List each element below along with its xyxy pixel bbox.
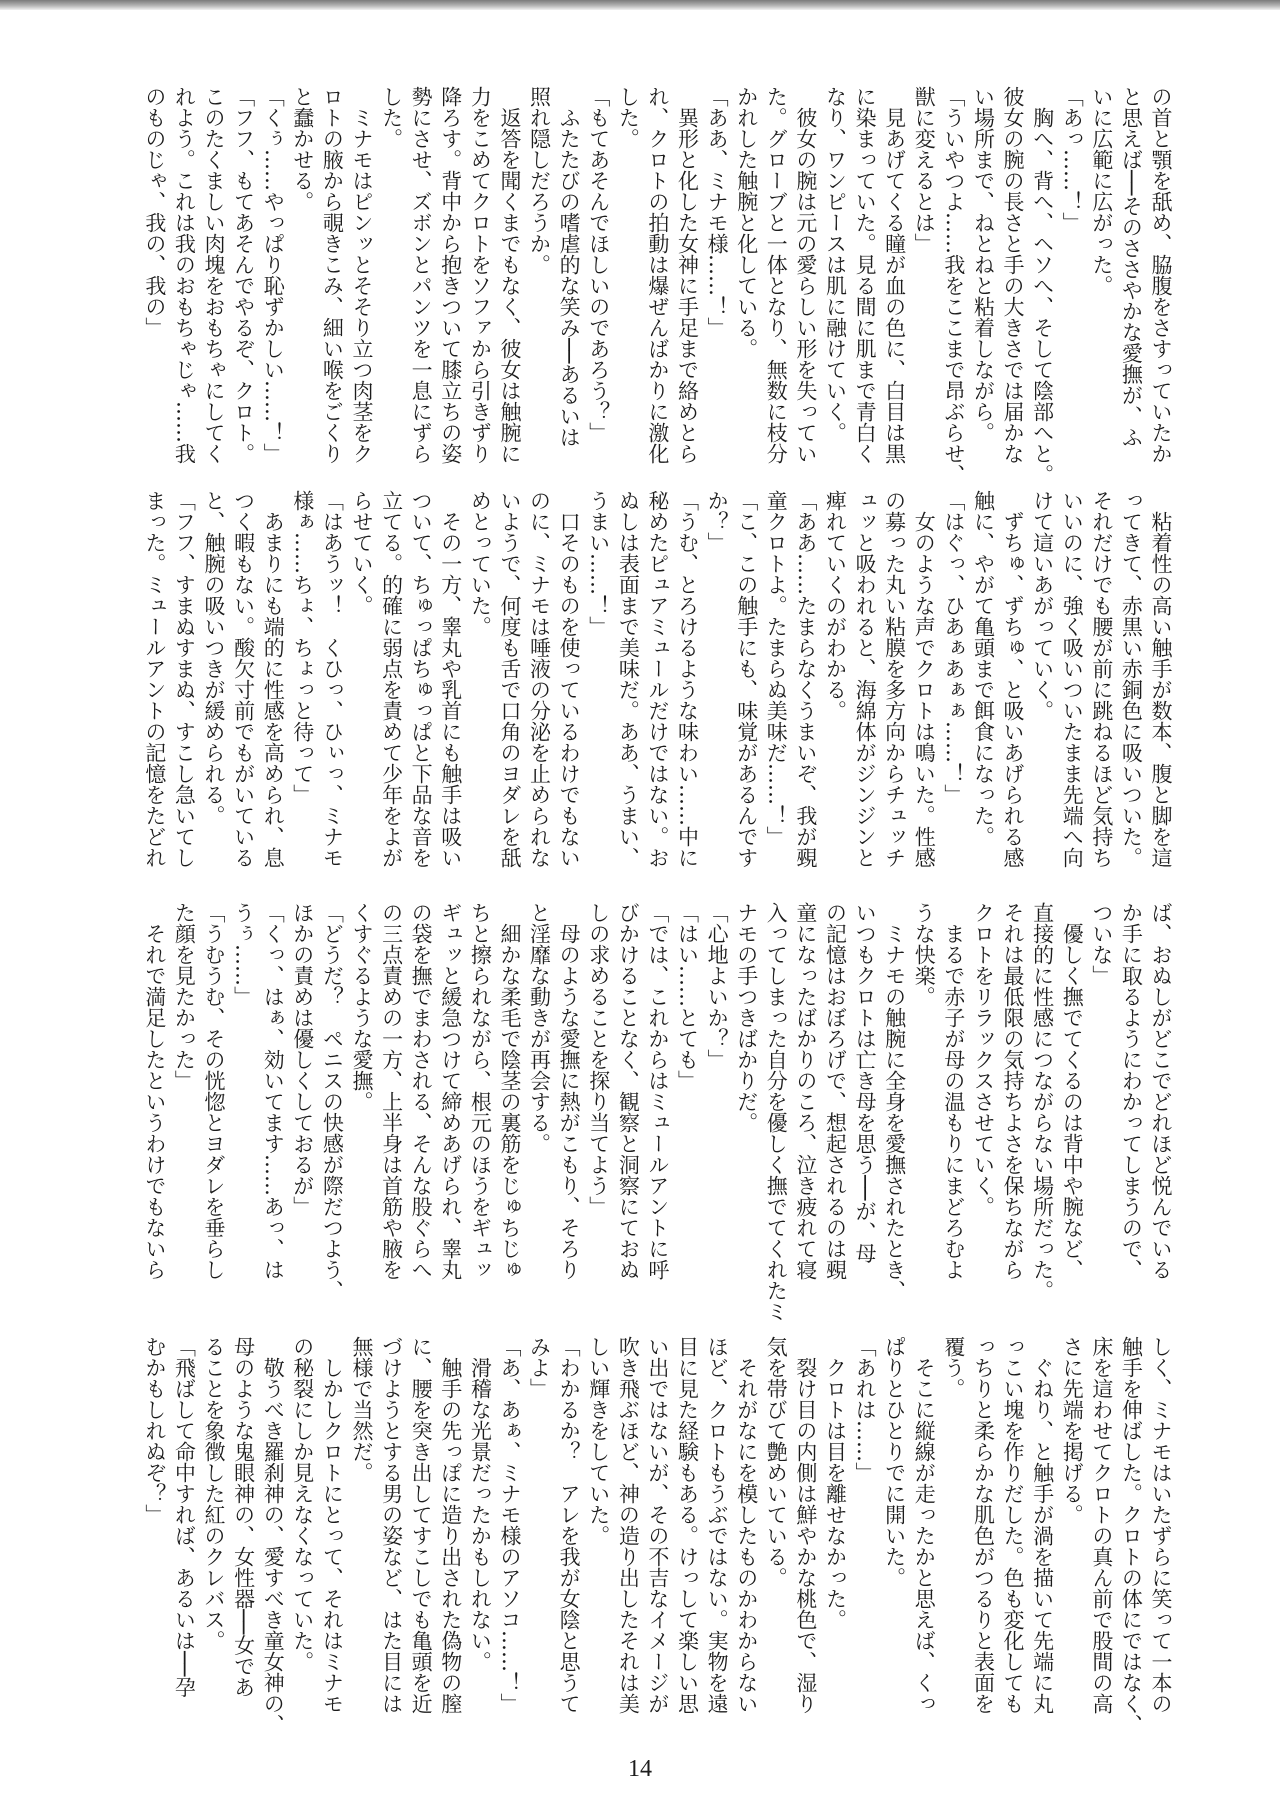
text-line: のに、ミナモは唾液の分泌を止められな <box>527 490 552 868</box>
text-line: いつもクロトは亡き母を思う──が、母 <box>853 902 878 1264</box>
text-line: 「こ、この触手にも、味覚があるんです <box>734 490 759 868</box>
text-line: さに先端を掲げる。 <box>1060 1336 1085 1525</box>
text-line: っこい塊を作りだした。色も変化しても <box>1001 1336 1026 1714</box>
text-line: 「はぐっ、ひあぁあぁぁ……！」 <box>941 490 966 805</box>
text-line: クロトは目を離せなかった。 <box>823 1336 848 1630</box>
text-line: 「ああ……たまらなくうまいぞ、我が覡 <box>793 490 818 868</box>
text-line: うぅ……」 <box>231 902 256 1007</box>
text-line: 立てる。的確に弱点を責めて少年をよが <box>379 490 404 868</box>
text-line: いようで、何度も舌で口角のヨダレを舐 <box>497 490 522 868</box>
text-line: の袋を撫でまわされる、そんな股ぐらへ <box>409 902 434 1280</box>
text-line: かれした触腕と化している。 <box>734 86 759 359</box>
text-line: 細かな柔毛で陰茎の裏筋をじゅちじゅ <box>497 902 522 1280</box>
text-line: ぱりとひとりでに開いた。 <box>882 1336 907 1588</box>
text-line: の秘裂にしか見えなくなっていた。 <box>290 1336 315 1672</box>
text-line: まるで赤子が母の温もりにまどろむよ <box>941 902 966 1280</box>
text-line: しかしクロトにとって、それはミナモ <box>320 1336 345 1714</box>
text-line: 痺れていくのがわかる。 <box>823 490 848 721</box>
text-line: と淫靡な動きが再会する。 <box>527 902 552 1154</box>
text-line: か手に取るようにわかってしまうので、 <box>1119 902 1144 1280</box>
text-line: した。 <box>616 86 641 149</box>
text-line: ふたたびの嗜虐的な笑み──あるいは <box>557 86 582 448</box>
text-line: た。グローブと一体となり、無数に枝分 <box>764 86 789 464</box>
text-line: つく暇もない。酸欠寸前でもがいている <box>231 490 256 868</box>
text-line: 「もてあそんでほしいのであろう？」 <box>586 86 611 443</box>
text-line: ほど、クロトもうぶではない。実物を遠 <box>705 1336 730 1714</box>
text-line: と蠢かせる。 <box>290 86 315 212</box>
text-line: 「うむ、とろけるような味わい……中に <box>675 490 700 868</box>
text-line: 異形と化した女神に手足まで絡めとら <box>675 86 700 464</box>
text-line: ナモの手つきばかりだ。 <box>734 902 759 1133</box>
text-line: に、腰を突き出してすこしでも亀頭を近 <box>409 1336 434 1714</box>
text-line: このたくましい肉塊をおもちゃにしてく <box>202 86 226 464</box>
text-line: 「くぅ……やっぱり恥ずかしい……！」 <box>261 86 286 464</box>
text-line: その一方、睾丸や乳首にも触手は吸い <box>438 490 463 868</box>
text-line: ってきて、赤黒い赤銅色に吸いついた。 <box>1119 490 1144 868</box>
text-line: の首と顎を舐め、脇腹をさすっていたか <box>1149 86 1173 464</box>
text-line: それで満足したというわけでもないら <box>142 902 167 1280</box>
text-line: ミナモはピンッとそそり立つ肉茎をク <box>349 86 374 464</box>
text-line: 入ってしまった自分を優しく撫でてくれたミ <box>764 902 789 1322</box>
text-line: 裂け目の内側は鮮やかな桃色で、湿り <box>793 1336 818 1714</box>
text-line: しく、ミナモはいたずらに笑って一本の <box>1149 1336 1173 1714</box>
text-line: 女のような声でクロトは鳴いた。性感 <box>912 490 937 868</box>
text-line: っちりと柔らかな肌色がつるりと表面を <box>971 1336 996 1714</box>
text-line: に染まっていた。見る間に肌まで青白く <box>853 86 878 464</box>
text-line: 勢にさせ、ズボンとパンツを一息にずら <box>409 86 434 464</box>
text-line: 「ああ、ミナモ様……！」 <box>705 86 730 338</box>
scan-edge-shadow <box>0 0 1280 10</box>
text-line: うまい……！」 <box>586 490 611 637</box>
text-line: の記憶はおぼろげで、想起されるのは覡 <box>823 902 848 1280</box>
text-line: 力をこめてクロトをソファから引きずり <box>468 86 493 464</box>
text-line: の三点責めの一方、上半身は首筋や腋を <box>379 902 404 1280</box>
text-line: それは最低限の気持ちよさを保ちながら <box>1001 902 1026 1280</box>
text-tier-2 <box>139 490 1175 868</box>
text-line: 童クロトよ。たまらぬ美味だ……！」 <box>764 490 789 847</box>
text-line: 気を帯びて艶めいている。 <box>764 1336 789 1588</box>
text-line: 獣に変えるとは」 <box>912 86 937 254</box>
text-line: 粘着性の高い触手が数本、腹と脚を這 <box>1149 490 1173 868</box>
text-line: しい輝きをしていた。 <box>586 1336 611 1546</box>
text-line: 触手を伸ばした。クロトの体にではなく、 <box>1119 1336 1144 1735</box>
text-line: 「心地よいか？」 <box>705 902 730 1070</box>
text-line: みよ」 <box>527 1336 552 1399</box>
text-line: 覆う。 <box>941 1336 966 1399</box>
text-line: なり、ワンピースは肌に融けていく。 <box>823 86 848 443</box>
text-line: うな快楽。 <box>912 902 937 1007</box>
text-line: 胸へ、背へ、ヘソへ、そして陰部へと。 <box>1030 86 1055 485</box>
text-line: 「あ、あぁ、ミナモ様のアソコ……！」 <box>497 1336 522 1714</box>
text-line: 降ろす。背中から抱きついて膝立ちの姿 <box>438 86 463 464</box>
text-line: 目に見た経験もある。けっして楽しい思 <box>675 1336 700 1714</box>
text-line: めとっていた。 <box>468 490 493 637</box>
text-line: ほかの責めは優しくしておるが」 <box>290 902 315 1217</box>
text-tier-1 <box>139 86 1175 485</box>
text-line: い場所まで、ねとねと粘着しながら。 <box>971 86 996 443</box>
text-line: そこに縦線が走ったかと思えば、くっ <box>912 1336 937 1714</box>
text-line: ギュッと緩急つけて締めあげられ、睾丸 <box>438 902 463 1280</box>
text-line: むかもしれぬぞ？」 <box>142 1336 167 1525</box>
text-line: 「うむうむ、その恍惚とヨダレを垂らし <box>202 902 226 1280</box>
text-line: した。 <box>379 86 404 149</box>
text-line: の募った丸い粘膜を多方向からチュッチ <box>882 490 907 868</box>
text-line: 滑稽な光景だったかもしれない。 <box>468 1336 493 1672</box>
text-line: か？」 <box>705 490 730 553</box>
text-line: 「フフ、もてあそんでやるぞ、クロト。 <box>231 86 256 464</box>
text-line: れよう。これは我のおもちゃじゃ……我 <box>172 86 197 464</box>
text-line: 彼女の腕は元の愛らしい形を失ってい <box>793 86 818 464</box>
text-line: それだけでも腰が前に跳ねるほど気持ち <box>1089 490 1114 868</box>
text-line: 吹き飛ぶほど、神の造り出したそれは美 <box>616 1336 641 1714</box>
text-line: 母のような鬼眼神の、女性器──女であ <box>231 1336 256 1698</box>
text-line: 「あっ……！」 <box>1060 86 1085 233</box>
text-line: 母のような愛撫に熱がこもり、そろり <box>557 902 582 1280</box>
text-line: 返答を聞くまでもなく、彼女は触腕に <box>497 86 522 464</box>
text-line: ついな」 <box>1089 902 1114 986</box>
text-line: 様ぁ……ちょ、ちょっと待って」 <box>290 490 315 805</box>
text-line: まった。ミュールアントの記憶をたどれ <box>142 490 167 868</box>
text-line: それがなにを模したものかわからない <box>734 1336 759 1714</box>
text-line: れ、クロトの拍動は爆ぜんばかりに激化 <box>645 86 670 464</box>
text-line: ぐねり、と触手が渦を描いて先端に丸 <box>1030 1336 1055 1714</box>
text-line: と思えば──そのささやかな愛撫が、ふ <box>1119 86 1144 448</box>
text-line: 「飛ばして命中すれば、あるいは──孕 <box>172 1336 197 1698</box>
text-line: い出ではないが、その不吉なイメージが <box>645 1336 670 1714</box>
text-line: ロトの腋から覗きこみ、細い喉をごくり <box>320 86 345 464</box>
text-line: 触に、やがて亀頭まで餌食になった。 <box>971 490 996 847</box>
text-line: 優しく撫でてくるのは背中や腕など、 <box>1060 902 1085 1280</box>
text-line: 「くっ、はぁ、効いてます……あっ、は <box>261 902 286 1280</box>
page-number: 14 <box>628 1756 652 1782</box>
text-line: 「では、これからはミュールアントに呼 <box>645 902 670 1280</box>
text-line: 秘めたピュアミュールだけではない。お <box>645 490 670 868</box>
text-line: けて這いあがっていく。 <box>1030 490 1055 721</box>
text-line: ぬしは表面まで美味だ。ああ、うまい、 <box>616 490 641 868</box>
text-line: ミナモの触腕に全身を愛撫されたとき、 <box>882 902 907 1301</box>
text-line: ば、おぬしがどこでどれほど悦んでいる <box>1149 902 1173 1280</box>
text-line: いいのに、強く吸いついたまま先端へ向 <box>1060 490 1085 868</box>
text-line: 彼女の腕の長さと手の大きさでは届かな <box>1001 86 1026 464</box>
text-line: ュッと吸われると、海綿体がジンジンと <box>853 490 878 868</box>
text-line: ずちゅ、ずちゅ、と吸いあげられる感 <box>1001 490 1026 868</box>
text-line: クロトをリラックスさせていく。 <box>971 902 996 1217</box>
text-line: た顔を見たかった」 <box>172 902 197 1091</box>
text-line: びかけることなく、観察と洞察にておぬ <box>616 902 641 1280</box>
text-line: しの求めることを探り当てよう」 <box>586 902 611 1217</box>
text-line: 見あげてくる瞳が血の色に、白目は黒 <box>882 86 907 464</box>
text-line: ちと擦られながら、根元のほうをギュッ <box>468 902 493 1280</box>
text-line: 童になったばかりのころ、泣き疲れて寝 <box>793 902 818 1280</box>
text-line: 「ういやつよ……我をここまで昂ぶらせ、 <box>941 86 966 485</box>
text-line: づけようとする男の姿など、はた目には <box>379 1336 404 1714</box>
text-line: と、触腕の吸いつきが緩められる。 <box>202 490 226 826</box>
text-line: らせていく。 <box>349 490 374 616</box>
text-line: 口そのものを使っているわけでもない <box>557 490 582 868</box>
text-line: 「わかるか？ アレを我が女陰と思うて <box>557 1336 582 1714</box>
text-line: 無様で当然だ。 <box>349 1336 374 1483</box>
text-line: 直接的に性感につながらない場所だった。 <box>1030 902 1055 1301</box>
text-line: のものじゃ、我の、我の」 <box>142 86 167 338</box>
text-line: 「はあうッ！ くひっ、ひぃっ、ミナモ <box>320 490 345 868</box>
text-tier-4 <box>139 1336 1175 1735</box>
text-line: あまりにも端的に性感を高められ、息 <box>261 490 286 868</box>
text-line: 「はい……とても」 <box>675 902 700 1091</box>
text-line: 触手の先っぽに造り出された偽物の膣 <box>438 1336 463 1714</box>
text-line: 照れ隠しだろうか。 <box>527 86 552 275</box>
text-line: 床を這わせてクロトの真ん前で股間の高 <box>1089 1336 1114 1714</box>
text-tier-3 <box>139 902 1175 1322</box>
text-line: ついて、ちゅっぱちゅっぱと下品な音を <box>409 490 434 868</box>
text-line: 敬うべき羅刹神の、愛すべき童女神の、 <box>261 1336 286 1735</box>
text-line: 「フフ、すまぬすまぬ、すこし急いてし <box>172 490 197 868</box>
text-line: くすぐるような愛撫。 <box>349 902 374 1112</box>
text-line: 「どうだ？ ペニスの快感が際だつよう、 <box>320 902 345 1301</box>
text-line: ることを象徴した紅のクレバス。 <box>202 1336 226 1651</box>
text-line: 「あれは……」 <box>853 1336 878 1483</box>
text-line: いに広範に広がった。 <box>1089 86 1114 296</box>
